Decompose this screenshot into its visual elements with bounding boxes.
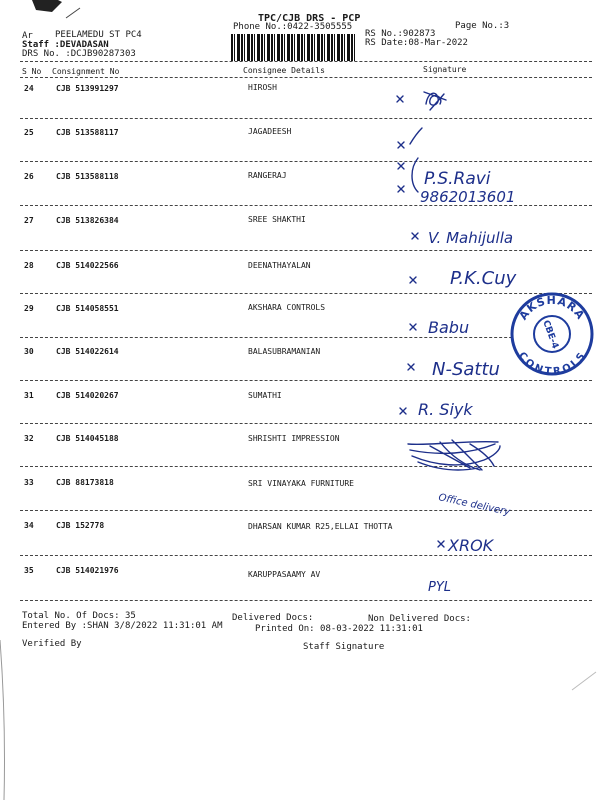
sig-row28: P.K.Cuy xyxy=(450,268,517,289)
sig-row35: PYL xyxy=(428,580,452,595)
signature-bracket xyxy=(412,158,418,192)
non-delivered-docs: Non Delivered Docs: xyxy=(368,614,471,624)
verified-by: Verified By xyxy=(22,639,82,649)
x-mark xyxy=(398,186,404,192)
sig-row26-name: P.S.Ravi xyxy=(424,169,491,189)
row-consignment-no: CJB 514022566 xyxy=(56,261,119,270)
row-consignment-no: CJB 514045188 xyxy=(56,434,119,443)
row-consignee: DEENATHAYALAN xyxy=(248,261,311,270)
sig-row34: XROK xyxy=(448,536,494,555)
row-consignment-no: CJB 514020267 xyxy=(56,391,119,400)
row-sno: 30 xyxy=(24,347,34,356)
row-sno: 34 xyxy=(24,521,34,530)
total-docs: Total No. Of Docs: 35 xyxy=(22,611,136,621)
row-sno: 28 xyxy=(24,261,34,270)
phone-number: Phone No.:0422-3505555 xyxy=(233,22,353,32)
col-consignment: Consignment No xyxy=(52,67,120,76)
row-sno: 25 xyxy=(24,128,34,137)
row-consignment-no: CJB 514021976 xyxy=(56,566,119,575)
x-mark xyxy=(412,233,418,239)
row-consignee: RANGERAJ xyxy=(248,171,287,180)
row-consignee: SUMATHI xyxy=(248,391,282,400)
x-mark xyxy=(438,541,444,547)
sig-row31: R. Siyk xyxy=(418,400,473,419)
row-consignment-no: CJB 152778 xyxy=(56,521,105,530)
row-consignee: SREE SHAKTHI xyxy=(248,215,306,224)
entered-by: Entered By :SHAN 3/8/2022 11:31:01 AM xyxy=(22,621,223,631)
signature-scribble xyxy=(410,128,422,144)
staff-signature: Staff Signature xyxy=(303,642,385,652)
row-sno: 29 xyxy=(24,304,34,313)
row-consignee: JAGADEESH xyxy=(248,127,292,136)
row-consignment-no: CJB 513826384 xyxy=(56,216,119,225)
row-sno: 35 xyxy=(24,566,34,575)
col-consignee: Consignee Details xyxy=(243,66,325,75)
sig-row33: Office delivery xyxy=(437,492,511,519)
signature-scribble xyxy=(408,440,500,470)
row-consignment-no: CJB 513588117 xyxy=(56,128,119,137)
signature-scribble xyxy=(424,92,446,110)
row-consignment-no: CJB 514022614 xyxy=(56,347,119,356)
row-consignee: KARUPPASAAMY AV xyxy=(248,570,321,579)
drs-number: DRS No. :DCJB90287303 xyxy=(22,49,136,59)
row-consignment-no: CJB 513588118 xyxy=(56,172,119,181)
sig-row26-phone: 9862013601 xyxy=(420,188,516,206)
x-mark xyxy=(410,324,416,330)
row-sno: 33 xyxy=(24,478,34,487)
row-sno: 32 xyxy=(24,434,34,443)
area-label: Ar xyxy=(22,31,33,41)
row-consignment-no: CJB 513991297 xyxy=(56,84,119,93)
row-consignment-no: CJB 514058551 xyxy=(56,304,119,313)
x-mark xyxy=(400,408,406,414)
row-sno: 31 xyxy=(24,391,34,400)
x-mark xyxy=(408,364,414,370)
rs-date: RS Date:08-Mar-2022 xyxy=(365,38,468,48)
col-signature: Signature xyxy=(423,65,467,74)
x-mark xyxy=(410,277,416,283)
page-number: Page No.:3 xyxy=(455,21,510,31)
row-consignment-no: CJB 88173818 xyxy=(56,478,114,487)
company-stamp xyxy=(510,292,594,376)
area-value: PEELAMEDU ST PC4 xyxy=(55,30,142,40)
x-mark xyxy=(398,163,404,169)
x-mark xyxy=(398,142,404,148)
row-consignee: AKSHARA CONTROLS xyxy=(248,303,326,312)
document-title: TPC/CJB DRS - PCP xyxy=(258,13,361,24)
row-sno: 24 xyxy=(24,84,34,93)
x-mark xyxy=(397,96,403,102)
staff-name: Staff :DEVADASAN xyxy=(22,40,109,50)
rs-number: RS No.:902873 xyxy=(365,29,436,39)
printed-on: Printed On: 08-03-2022 11:31:01 xyxy=(255,624,423,634)
row-sno: 27 xyxy=(24,216,34,225)
sig-row27: V. Mahijulla xyxy=(428,229,514,247)
row-sno: 26 xyxy=(24,172,34,181)
row-consignee: BALASUBRAMANIAN xyxy=(248,347,321,356)
row-consignee: SHRISHTI IMPRESSION xyxy=(248,434,340,443)
col-sno: S No xyxy=(22,67,42,76)
sig-row29: Babu xyxy=(428,318,470,337)
row-consignee: DHARSAN KUMAR R25,ELLAI THOTTA xyxy=(248,522,393,531)
delivered-docs: Delivered Docs: xyxy=(232,613,314,623)
row-consignee: SRI VINAYAKA FURNITURE xyxy=(248,479,354,488)
stamp-top-text: AKSHARA xyxy=(516,293,588,323)
row-consignee: HIROSH xyxy=(248,83,277,92)
stamp-bottom-text: CONTROLS xyxy=(515,350,589,376)
sig-row30: N-Sattu xyxy=(432,359,500,380)
stamp-center-text: CBE-4 xyxy=(540,319,560,351)
